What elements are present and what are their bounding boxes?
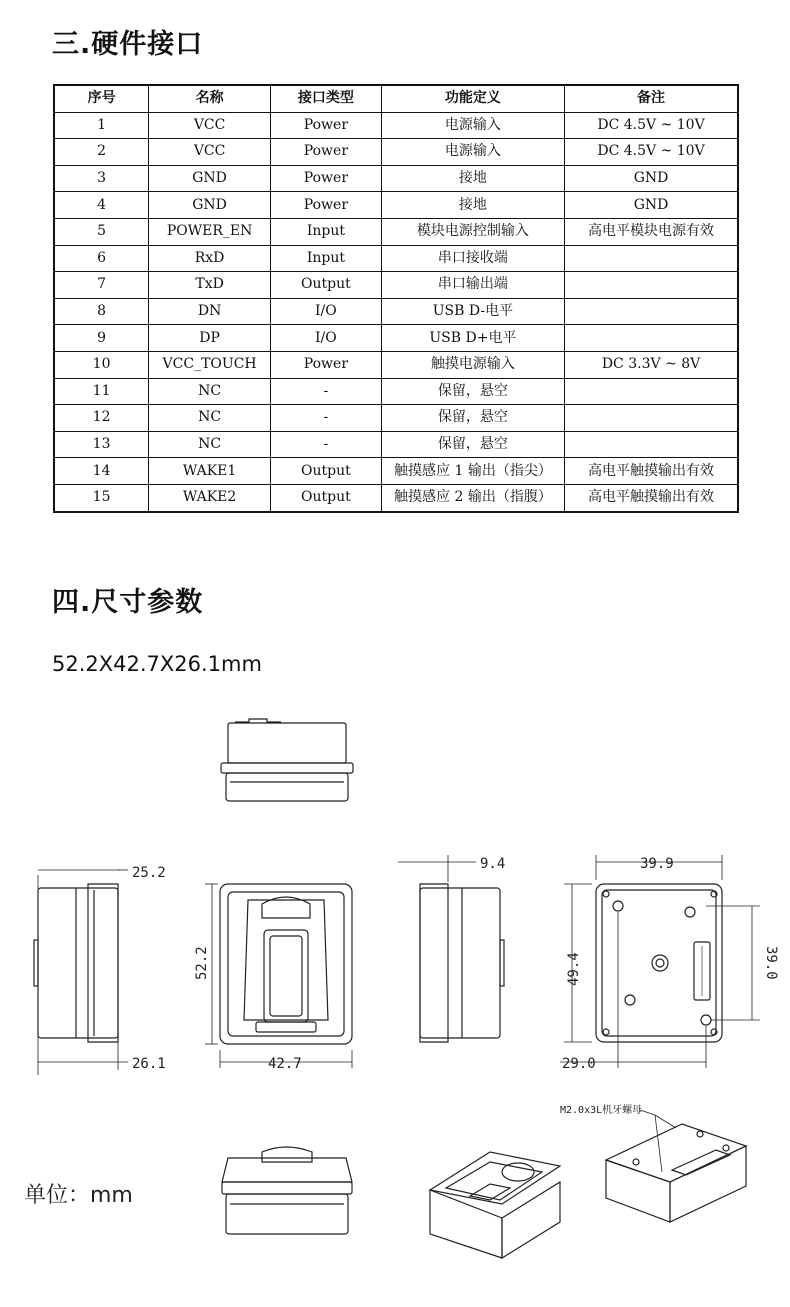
cell-name: NC bbox=[149, 405, 271, 432]
cell-function: 触摸感应 2 输出（指腹） bbox=[381, 484, 564, 511]
cell-function: 保留，悬空 bbox=[381, 431, 564, 458]
cell-remark: 高电平模块电源有效 bbox=[565, 218, 738, 245]
cell-remark: 高电平触摸输出有效 bbox=[565, 484, 738, 511]
header-type: 接口类型 bbox=[271, 85, 382, 112]
cell-type: Input bbox=[271, 218, 382, 245]
isometric-view-front bbox=[430, 1152, 560, 1258]
cell-name: VCC bbox=[149, 112, 271, 139]
cell-remark: 高电平触摸输出有效 bbox=[565, 458, 738, 485]
cell-name: WAKE2 bbox=[149, 484, 271, 511]
top-view bbox=[221, 719, 353, 801]
cell-type: Output bbox=[271, 484, 382, 511]
cell-index: 4 bbox=[54, 192, 149, 219]
cell-type: I/O bbox=[271, 298, 382, 325]
side-view-right bbox=[398, 855, 504, 1042]
cell-function: 保留，悬空 bbox=[381, 378, 564, 405]
header-index: 序号 bbox=[54, 85, 149, 112]
overall-dimensions: 52.2X42.7X26.1mm bbox=[52, 652, 262, 676]
cell-name: NC bbox=[149, 431, 271, 458]
cell-name: NC bbox=[149, 378, 271, 405]
cell-function: 串口输出端 bbox=[381, 272, 564, 299]
cell-name: VCC_TOUCH bbox=[149, 351, 271, 378]
dim-back-top: 39.9 bbox=[640, 856, 674, 872]
cell-type: - bbox=[271, 405, 382, 432]
cell-index: 3 bbox=[54, 165, 149, 192]
cell-name: WAKE1 bbox=[149, 458, 271, 485]
section-title-hardware-interface: 三.硬件接口 bbox=[52, 29, 204, 60]
dim-back-bottom: 29.0 bbox=[562, 1056, 596, 1072]
cell-index: 15 bbox=[54, 484, 149, 511]
cell-name: VCC bbox=[149, 139, 271, 166]
cell-function: 电源输入 bbox=[381, 139, 564, 166]
cell-name: RxD bbox=[149, 245, 271, 272]
cell-remark: GND bbox=[565, 165, 738, 192]
header-function: 功能定义 bbox=[381, 85, 564, 112]
cell-function: 接地 bbox=[381, 165, 564, 192]
cell-remark: DC 3.3V ~ 8V bbox=[565, 351, 738, 378]
cell-type: Output bbox=[271, 272, 382, 299]
cell-name: POWER_EN bbox=[149, 218, 271, 245]
cell-index: 6 bbox=[54, 245, 149, 272]
cell-type: Power bbox=[271, 192, 382, 219]
cell-type: Power bbox=[271, 139, 382, 166]
side-view-left bbox=[34, 870, 128, 1075]
cell-function: 触摸电源输入 bbox=[381, 351, 564, 378]
header-remark: 备注 bbox=[565, 85, 738, 112]
cell-index: 9 bbox=[54, 325, 149, 352]
cell-remark: GND bbox=[565, 192, 738, 219]
cell-index: 1 bbox=[54, 112, 149, 139]
dim-side-top: 25.2 bbox=[132, 865, 166, 881]
cell-index: 2 bbox=[54, 139, 149, 166]
cell-function: 模块电源控制输入 bbox=[381, 218, 564, 245]
cell-remark: DC 4.5V ~ 10V bbox=[565, 139, 738, 166]
cell-name: GND bbox=[149, 192, 271, 219]
section-title-dimensions: 四.尺寸参数 bbox=[52, 587, 204, 618]
cell-type: Power bbox=[271, 165, 382, 192]
dim-front-height: 52.2 bbox=[194, 946, 210, 980]
cell-name: DN bbox=[149, 298, 271, 325]
cell-type: Input bbox=[271, 245, 382, 272]
cell-index: 11 bbox=[54, 378, 149, 405]
cell-function: 串口接收端 bbox=[381, 245, 564, 272]
front-view bbox=[205, 884, 352, 1068]
cell-type: - bbox=[271, 378, 382, 405]
dim-right-top: 9.4 bbox=[480, 856, 506, 872]
cell-index: 12 bbox=[54, 405, 149, 432]
cell-type: I/O bbox=[271, 325, 382, 352]
cell-function: USB D+电平 bbox=[381, 325, 564, 352]
cell-function: USB D-电平 bbox=[381, 298, 564, 325]
cell-function: 接地 bbox=[381, 192, 564, 219]
cell-type: - bbox=[271, 431, 382, 458]
cell-index: 13 bbox=[54, 431, 149, 458]
dim-side-bottom: 26.1 bbox=[132, 1056, 166, 1072]
cell-type: Power bbox=[271, 112, 382, 139]
screw-note: M2.0x3L机牙螺母 bbox=[560, 1105, 643, 1116]
cell-remark: DC 4.5V ~ 10V bbox=[565, 112, 738, 139]
cell-index: 7 bbox=[54, 272, 149, 299]
header-name: 名称 bbox=[149, 85, 271, 112]
cell-function: 保留，悬空 bbox=[381, 405, 564, 432]
cell-function: 触摸感应 1 输出（指尖） bbox=[381, 458, 564, 485]
cell-function: 电源输入 bbox=[381, 112, 564, 139]
cell-index: 5 bbox=[54, 218, 149, 245]
cell-name: TxD bbox=[149, 272, 271, 299]
cell-index: 10 bbox=[54, 351, 149, 378]
cell-type: Power bbox=[271, 351, 382, 378]
back-view bbox=[560, 855, 760, 1068]
cell-name: GND bbox=[149, 165, 271, 192]
unit-label: 单位：mm bbox=[24, 1183, 133, 1208]
dim-back-right: 39.0 bbox=[763, 946, 779, 980]
dim-front-width: 42.7 bbox=[268, 1056, 302, 1072]
cell-index: 8 bbox=[54, 298, 149, 325]
cell-name: DP bbox=[149, 325, 271, 352]
front-elevation-bottom bbox=[222, 1147, 352, 1234]
cell-type: Output bbox=[271, 458, 382, 485]
cell-index: 14 bbox=[54, 458, 149, 485]
dim-back-left: 49.4 bbox=[566, 952, 582, 986]
isometric-view-back bbox=[606, 1110, 746, 1222]
